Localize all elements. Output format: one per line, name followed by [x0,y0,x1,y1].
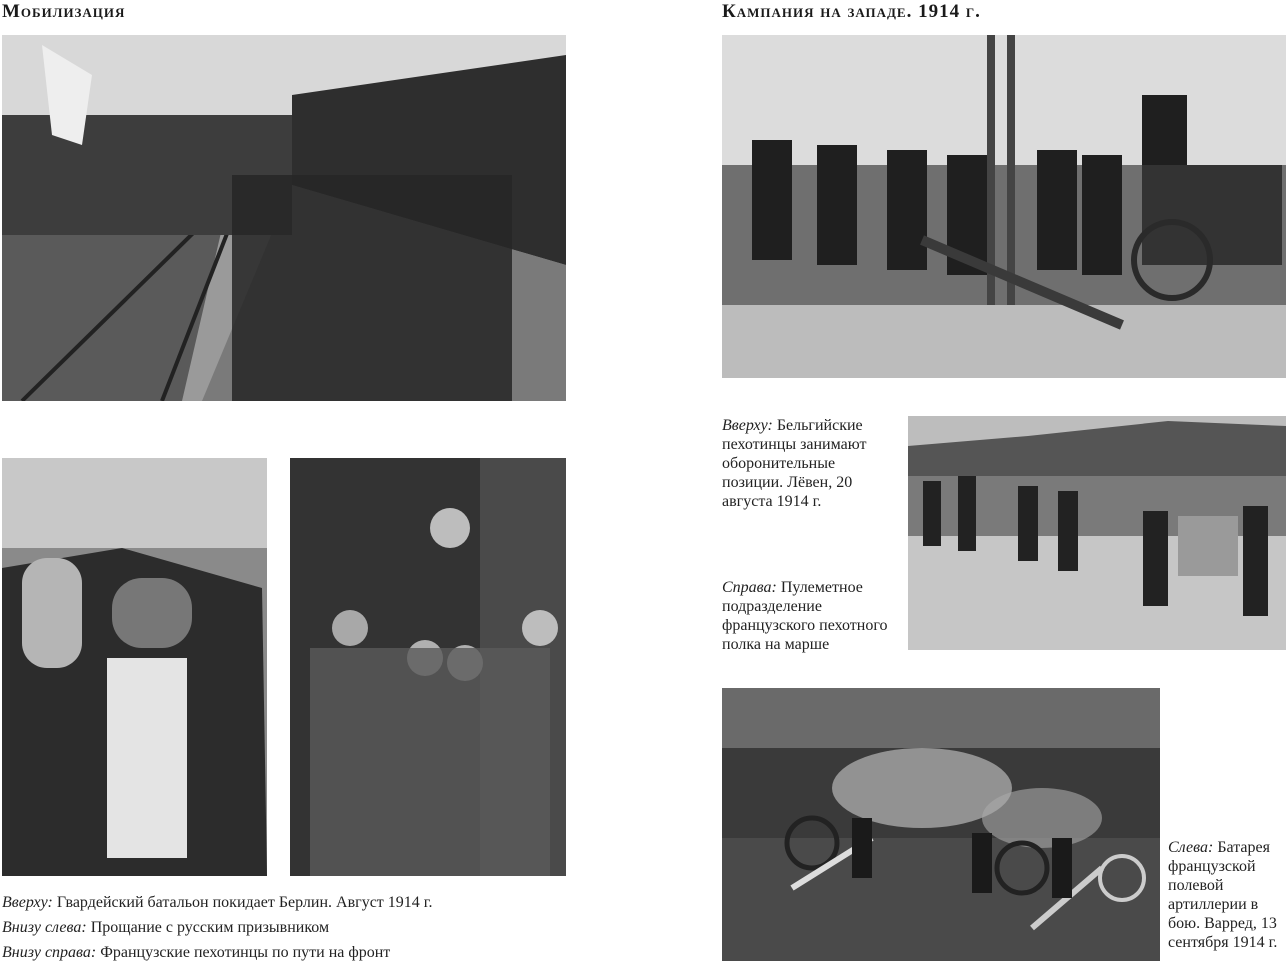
photo-farewell-conscript [2,458,267,876]
caption-right-middle: Справа: Пулеметное подразделение французского пехотного полка на марше [722,579,888,653]
photo-machine-gun-unit [908,416,1286,650]
photo-french-infantry-train [290,458,566,876]
left-page-heading: Мобилизация [2,1,126,22]
caption-left-bottom-right: Внизу справа: Французские пехотинцы по пути на фронт [2,944,391,961]
caption-right-top: Вверху: Бельгийские пехотинцы занимают оборонительные позиции. Лёвен, 20 августа 1914 г. [722,417,867,510]
photo-artillery-battery [722,688,1160,961]
photo-guard-battalion [2,35,566,401]
photo-belgian-infantry [722,35,1286,378]
caption-right-bottom: Слева: Батарея французской полевой артиллерии в бою. Варред, 13 сентября 1914 г. [1168,839,1278,951]
caption-left-top: Вверху: Гвардейский батальон покидает Берлин. Август 1914 г. [2,894,433,911]
right-page-heading: Кампания на западе. 1914 г. [722,1,981,22]
caption-left-bottom-left: Внизу слева: Прощание с русским призывником [2,919,330,936]
